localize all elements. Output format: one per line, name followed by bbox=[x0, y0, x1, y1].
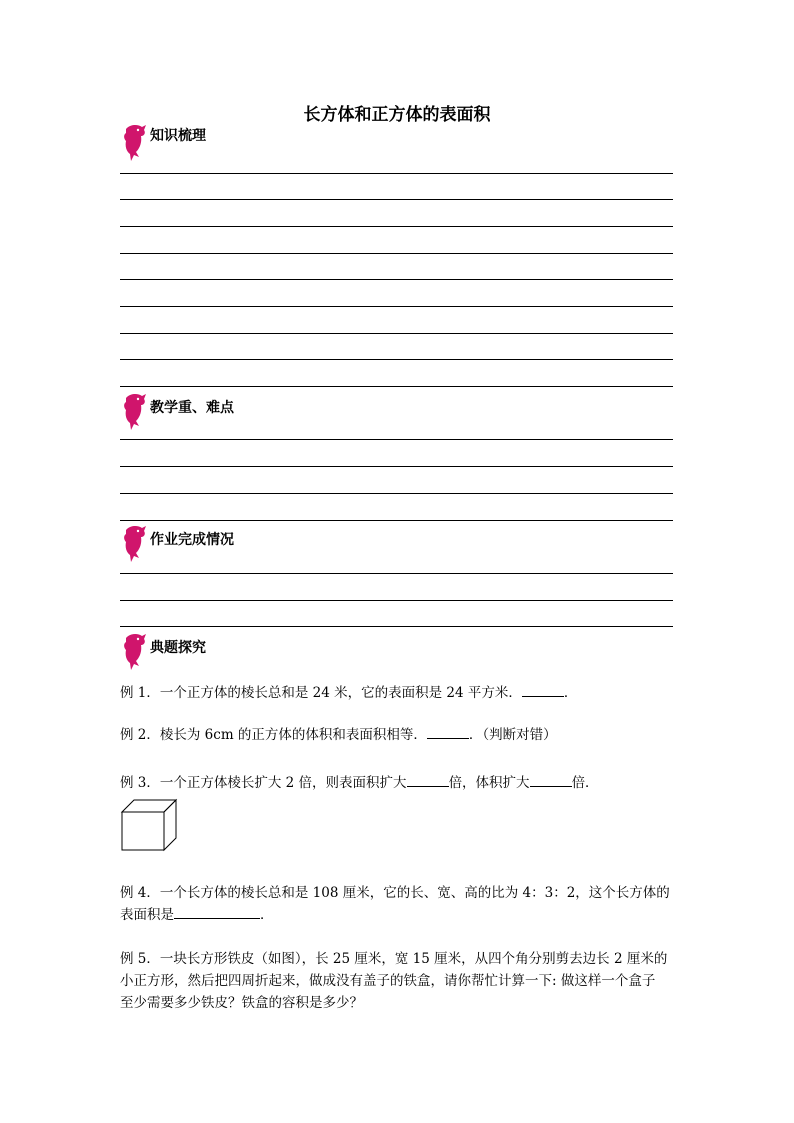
writing-line bbox=[120, 439, 673, 440]
answer-blank[interactable] bbox=[522, 682, 564, 697]
writing-line bbox=[120, 173, 673, 174]
example-5 bbox=[120, 948, 675, 1014]
section-knowledge bbox=[120, 123, 680, 163]
dolphin-icon bbox=[120, 392, 148, 432]
example-text: 例 1．一个正方体的棱长总和是 24 米，它的表面积是 24 平方米． bbox=[120, 685, 522, 701]
example-text: 例 3．一个正方体棱长扩大 2 倍，则表面积扩大 bbox=[120, 775, 407, 791]
section-key-points bbox=[120, 392, 680, 432]
example-text: 至少需要多少铁皮？铁盒的容积是多少？ bbox=[120, 995, 363, 1011]
writing-line bbox=[120, 359, 673, 360]
writing-line bbox=[120, 600, 673, 601]
example-2 bbox=[120, 724, 675, 746]
dolphin-icon bbox=[120, 524, 148, 564]
example-text: 表面积是 bbox=[120, 907, 174, 923]
writing-line bbox=[120, 226, 673, 227]
example-text-end: ． bbox=[260, 907, 274, 923]
example-text: 倍，体积扩大 bbox=[448, 775, 530, 791]
writing-line bbox=[120, 626, 673, 627]
writing-line bbox=[120, 279, 673, 280]
writing-line bbox=[120, 333, 673, 334]
writing-line bbox=[120, 253, 673, 254]
section-examples bbox=[120, 632, 680, 672]
example-3 bbox=[120, 772, 675, 794]
writing-line bbox=[120, 520, 673, 521]
writing-line bbox=[120, 573, 673, 574]
answer-blank[interactable] bbox=[174, 904, 260, 919]
page-title: 长方体和正方体的表面积 bbox=[303, 105, 491, 125]
writing-line bbox=[120, 493, 673, 494]
cube-figure bbox=[120, 798, 178, 852]
dolphin-icon bbox=[120, 632, 148, 672]
writing-line bbox=[120, 199, 673, 200]
answer-blank[interactable] bbox=[407, 772, 449, 787]
dolphin-icon bbox=[120, 123, 148, 163]
example-1 bbox=[120, 682, 675, 704]
section-label: 知识梳理 bbox=[150, 128, 206, 144]
section-label: 教学重、难点 bbox=[150, 400, 234, 416]
example-text-end: ． bbox=[563, 685, 578, 701]
answer-blank[interactable] bbox=[427, 724, 469, 739]
section-homework bbox=[120, 524, 680, 564]
writing-line bbox=[120, 386, 673, 387]
writing-line bbox=[120, 466, 673, 467]
example-text: 例 4．一个长方体的棱长总和是 108 厘米，它的长、宽、高的比为 4：3：2，这个长方体的 bbox=[120, 885, 670, 901]
example-text-end: ．（判断对错） bbox=[468, 727, 557, 743]
example-text: 倍． bbox=[571, 775, 599, 791]
example-4 bbox=[120, 882, 675, 926]
section-label: 典题探究 bbox=[150, 640, 206, 656]
example-text: 小正方形，然后把四周折起来，做成没有盖子的铁盒，请你帮忙计算一下: 做这样一个盒子 bbox=[120, 973, 656, 989]
example-text: 例 5．一块长方形铁皮（如图），长 25 厘米，宽 15 厘米，从四个角分别剪去边长 2 厘米的 bbox=[120, 951, 668, 967]
example-text: 例 2．棱长为 6cm 的正方体的体积和表面积相等． bbox=[120, 727, 427, 743]
writing-line bbox=[120, 306, 673, 307]
answer-blank[interactable] bbox=[530, 772, 572, 787]
section-label: 作业完成情况 bbox=[150, 532, 234, 548]
